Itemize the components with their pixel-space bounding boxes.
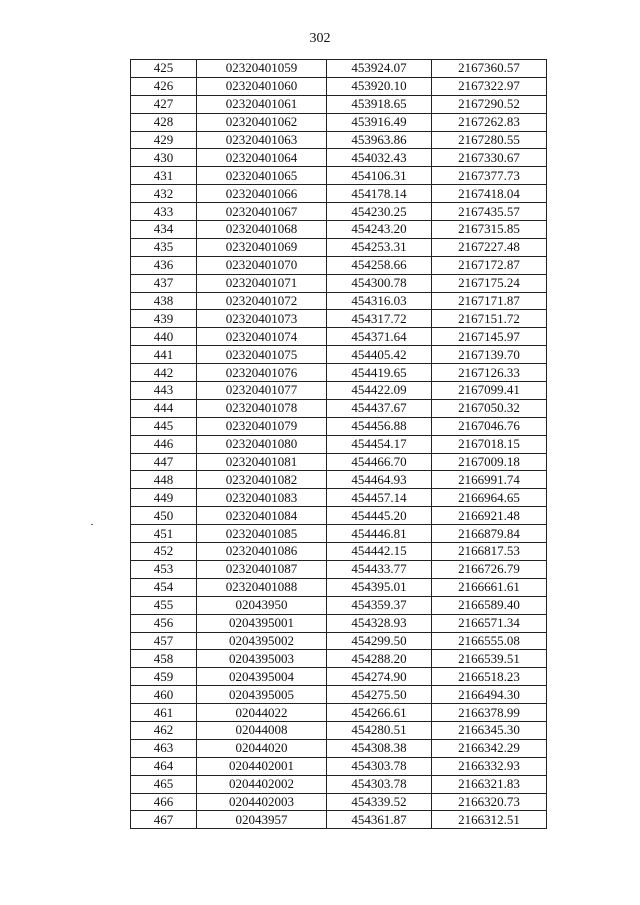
point-number-cell: 463 [131, 739, 197, 757]
y-coordinate-cell: 2167280.55 [432, 131, 547, 149]
x-coordinate-cell: 453963.86 [327, 131, 432, 149]
y-coordinate-cell: 2167262.83 [432, 113, 547, 131]
point-code-cell: 02320401060 [197, 77, 327, 95]
table-row [131, 60, 547, 78]
table-row [131, 793, 547, 811]
table-row [131, 203, 547, 221]
point-code-cell: 02320401082 [197, 471, 327, 489]
y-coordinate-cell: 2166320.73 [432, 793, 547, 811]
point-number-cell: 448 [131, 471, 197, 489]
point-code-cell: 02320401067 [197, 203, 327, 221]
x-coordinate-cell: 454371.64 [327, 328, 432, 346]
page-number: 302 [309, 31, 331, 46]
y-coordinate-cell: 2166539.51 [432, 650, 547, 668]
point-number-cell: 456 [131, 614, 197, 632]
point-code-cell: 02320401079 [197, 417, 327, 435]
x-coordinate-cell: 454308.38 [327, 739, 432, 757]
y-coordinate-cell: 2167172.87 [432, 256, 547, 274]
table-row [131, 757, 547, 775]
table-row [131, 435, 547, 453]
x-coordinate-cell: 454446.81 [327, 525, 432, 543]
y-coordinate-cell: 2166661.61 [432, 578, 547, 596]
table-row [131, 507, 547, 525]
table-row [131, 399, 547, 417]
point-code-cell: 02320401065 [197, 167, 327, 185]
x-coordinate-cell: 454303.78 [327, 775, 432, 793]
y-coordinate-cell: 2166378.99 [432, 704, 547, 722]
x-coordinate-cell: 454419.65 [327, 364, 432, 382]
y-coordinate-cell: 2166991.74 [432, 471, 547, 489]
point-code-cell: 02320401084 [197, 507, 327, 525]
y-coordinate-cell: 2166555.08 [432, 632, 547, 650]
x-coordinate-cell: 454466.70 [327, 453, 432, 471]
point-number-cell: 436 [131, 256, 197, 274]
point-code-cell: 02320401085 [197, 525, 327, 543]
point-number-cell: 425 [131, 60, 197, 78]
table-row [131, 811, 547, 829]
x-coordinate-cell: 454300.78 [327, 274, 432, 292]
point-number-cell: 467 [131, 811, 197, 829]
x-coordinate-cell: 453918.65 [327, 95, 432, 113]
table-row [131, 417, 547, 435]
table-row [131, 131, 547, 149]
point-number-cell: 447 [131, 453, 197, 471]
y-coordinate-cell: 2167139.70 [432, 346, 547, 364]
x-coordinate-cell: 454106.31 [327, 167, 432, 185]
point-code-cell: 0204402003 [197, 793, 327, 811]
table-row [131, 775, 547, 793]
point-number-cell: 429 [131, 131, 197, 149]
point-code-cell: 02044020 [197, 739, 327, 757]
point-code-cell: 02320401087 [197, 560, 327, 578]
point-code-cell: 02320401063 [197, 131, 327, 149]
table-row [131, 328, 547, 346]
point-code-cell: 0204402002 [197, 775, 327, 793]
coordinates-table-body [131, 60, 547, 829]
y-coordinate-cell: 2167322.97 [432, 77, 547, 95]
table-row [131, 650, 547, 668]
point-number-cell: 458 [131, 650, 197, 668]
point-code-cell: 02320401088 [197, 578, 327, 596]
point-code-cell: 02044008 [197, 721, 327, 739]
point-number-cell: 432 [131, 185, 197, 203]
table-row [131, 95, 547, 113]
y-coordinate-cell: 2166964.65 [432, 489, 547, 507]
table-row [131, 167, 547, 185]
point-code-cell: 02320401072 [197, 292, 327, 310]
x-coordinate-cell: 454243.20 [327, 221, 432, 239]
y-coordinate-cell: 2167315.85 [432, 221, 547, 239]
table-row [131, 238, 547, 256]
x-coordinate-cell: 454317.72 [327, 310, 432, 328]
point-number-cell: 453 [131, 560, 197, 578]
x-coordinate-cell: 454437.67 [327, 399, 432, 417]
x-coordinate-cell: 454395.01 [327, 578, 432, 596]
table-row [131, 346, 547, 364]
x-coordinate-cell: 454299.50 [327, 632, 432, 650]
y-coordinate-cell: 2167046.76 [432, 417, 547, 435]
table-row [131, 560, 547, 578]
y-coordinate-cell: 2166817.53 [432, 543, 547, 561]
y-coordinate-cell: 2167435.57 [432, 203, 547, 221]
x-coordinate-cell: 454433.77 [327, 560, 432, 578]
point-number-cell: 431 [131, 167, 197, 185]
table-row [131, 686, 547, 704]
x-coordinate-cell: 454359.37 [327, 596, 432, 614]
y-coordinate-cell: 2166345.30 [432, 721, 547, 739]
point-number-cell: 442 [131, 364, 197, 382]
x-coordinate-cell: 454445.20 [327, 507, 432, 525]
point-number-cell: 444 [131, 399, 197, 417]
point-code-cell: 02043957 [197, 811, 327, 829]
y-coordinate-cell: 2167145.97 [432, 328, 547, 346]
x-coordinate-cell: 454258.66 [327, 256, 432, 274]
point-number-cell: 437 [131, 274, 197, 292]
table-row [131, 578, 547, 596]
point-number-cell: 445 [131, 417, 197, 435]
point-number-cell: 446 [131, 435, 197, 453]
point-number-cell: 438 [131, 292, 197, 310]
point-code-cell: 02320401066 [197, 185, 327, 203]
point-code-cell: 02320401083 [197, 489, 327, 507]
point-number-cell: 443 [131, 382, 197, 400]
table-row [131, 471, 547, 489]
point-code-cell: 02320401062 [197, 113, 327, 131]
y-coordinate-cell: 2166321.83 [432, 775, 547, 793]
y-coordinate-cell: 2167126.33 [432, 364, 547, 382]
y-coordinate-cell: 2167171.87 [432, 292, 547, 310]
point-number-cell: 460 [131, 686, 197, 704]
table-row [131, 364, 547, 382]
point-code-cell: 02320401068 [197, 221, 327, 239]
y-coordinate-cell: 2167227.48 [432, 238, 547, 256]
point-code-cell: 0204395002 [197, 632, 327, 650]
point-code-cell: 02320401080 [197, 435, 327, 453]
table-row [131, 489, 547, 507]
table-row [131, 721, 547, 739]
point-code-cell: 02320401059 [197, 60, 327, 78]
table-row [131, 310, 547, 328]
table-row [131, 525, 547, 543]
point-number-cell: 441 [131, 346, 197, 364]
x-coordinate-cell: 454316.03 [327, 292, 432, 310]
x-coordinate-cell: 454405.42 [327, 346, 432, 364]
point-number-cell: 440 [131, 328, 197, 346]
x-coordinate-cell: 454253.31 [327, 238, 432, 256]
coordinates-table [130, 59, 547, 829]
x-coordinate-cell: 454339.52 [327, 793, 432, 811]
point-number-cell: 439 [131, 310, 197, 328]
point-number-cell: 427 [131, 95, 197, 113]
y-coordinate-cell: 2166312.51 [432, 811, 547, 829]
y-coordinate-cell: 2166726.79 [432, 560, 547, 578]
point-number-cell: 452 [131, 543, 197, 561]
point-code-cell: 02320401081 [197, 453, 327, 471]
point-code-cell: 02320401061 [197, 95, 327, 113]
x-coordinate-cell: 454275.50 [327, 686, 432, 704]
x-coordinate-cell: 454032.43 [327, 149, 432, 167]
y-coordinate-cell: 2166342.29 [432, 739, 547, 757]
y-coordinate-cell: 2167009.18 [432, 453, 547, 471]
y-coordinate-cell: 2166518.23 [432, 668, 547, 686]
point-number-cell: 462 [131, 721, 197, 739]
point-code-cell: 02320401070 [197, 256, 327, 274]
y-coordinate-cell: 2167018.15 [432, 435, 547, 453]
x-coordinate-cell: 454464.93 [327, 471, 432, 489]
table-row [131, 596, 547, 614]
point-code-cell: 02320401069 [197, 238, 327, 256]
point-code-cell: 02320401086 [197, 543, 327, 561]
point-code-cell: 02320401077 [197, 382, 327, 400]
point-number-cell: 451 [131, 525, 197, 543]
y-coordinate-cell: 2166494.30 [432, 686, 547, 704]
point-code-cell: 02320401074 [197, 328, 327, 346]
table-row [131, 704, 547, 722]
x-coordinate-cell: 454442.15 [327, 543, 432, 561]
y-coordinate-cell: 2167377.73 [432, 167, 547, 185]
x-coordinate-cell: 454230.25 [327, 203, 432, 221]
x-coordinate-cell: 454456.88 [327, 417, 432, 435]
x-coordinate-cell: 454178.14 [327, 185, 432, 203]
point-number-cell: 426 [131, 77, 197, 95]
table-row [131, 221, 547, 239]
y-coordinate-cell: 2166571.34 [432, 614, 547, 632]
x-coordinate-cell: 454361.87 [327, 811, 432, 829]
point-code-cell: 02044022 [197, 704, 327, 722]
table-row [131, 614, 547, 632]
x-coordinate-cell: 453920.10 [327, 77, 432, 95]
point-number-cell: 454 [131, 578, 197, 596]
point-number-cell: 430 [131, 149, 197, 167]
x-coordinate-cell: 454457.14 [327, 489, 432, 507]
point-code-cell: 02320401071 [197, 274, 327, 292]
point-code-cell: 02043950 [197, 596, 327, 614]
point-code-cell: 02320401073 [197, 310, 327, 328]
point-number-cell: 433 [131, 203, 197, 221]
point-number-cell: 461 [131, 704, 197, 722]
x-coordinate-cell: 454266.61 [327, 704, 432, 722]
point-number-cell: 459 [131, 668, 197, 686]
x-coordinate-cell: 453916.49 [327, 113, 432, 131]
point-code-cell: 02320401064 [197, 149, 327, 167]
point-code-cell: 0204395004 [197, 668, 327, 686]
point-number-cell: 449 [131, 489, 197, 507]
y-coordinate-cell: 2167099.41 [432, 382, 547, 400]
table-row [131, 543, 547, 561]
y-coordinate-cell: 2167330.67 [432, 149, 547, 167]
x-coordinate-cell: 454422.09 [327, 382, 432, 400]
point-number-cell: 428 [131, 113, 197, 131]
point-code-cell: 02320401078 [197, 399, 327, 417]
x-coordinate-cell: 454288.20 [327, 650, 432, 668]
point-number-cell: 435 [131, 238, 197, 256]
table-row [131, 113, 547, 131]
table-row [131, 292, 547, 310]
table-row [131, 185, 547, 203]
table-row [131, 739, 547, 757]
table-row [131, 77, 547, 95]
y-coordinate-cell: 2167151.72 [432, 310, 547, 328]
table-row [131, 149, 547, 167]
point-number-cell: 466 [131, 793, 197, 811]
point-code-cell: 0204395001 [197, 614, 327, 632]
x-coordinate-cell: 454303.78 [327, 757, 432, 775]
table-row [131, 274, 547, 292]
y-coordinate-cell: 2167360.57 [432, 60, 547, 78]
point-number-cell: 457 [131, 632, 197, 650]
y-coordinate-cell: 2167290.52 [432, 95, 547, 113]
point-code-cell: 0204402001 [197, 757, 327, 775]
table-row [131, 382, 547, 400]
margin-dot [91, 524, 93, 525]
point-number-cell: 450 [131, 507, 197, 525]
point-code-cell: 02320401075 [197, 346, 327, 364]
x-coordinate-cell: 453924.07 [327, 60, 432, 78]
point-number-cell: 455 [131, 596, 197, 614]
point-code-cell: 02320401076 [197, 364, 327, 382]
point-number-cell: 434 [131, 221, 197, 239]
y-coordinate-cell: 2166589.40 [432, 596, 547, 614]
table-row [131, 632, 547, 650]
y-coordinate-cell: 2167175.24 [432, 274, 547, 292]
table-row [131, 256, 547, 274]
y-coordinate-cell: 2166921.48 [432, 507, 547, 525]
y-coordinate-cell: 2167418.04 [432, 185, 547, 203]
point-code-cell: 0204395005 [197, 686, 327, 704]
y-coordinate-cell: 2166879.84 [432, 525, 547, 543]
point-number-cell: 465 [131, 775, 197, 793]
x-coordinate-cell: 454454.17 [327, 435, 432, 453]
table-row [131, 453, 547, 471]
point-number-cell: 464 [131, 757, 197, 775]
point-code-cell: 0204395003 [197, 650, 327, 668]
x-coordinate-cell: 454280.51 [327, 721, 432, 739]
x-coordinate-cell: 454328.93 [327, 614, 432, 632]
table-row [131, 668, 547, 686]
x-coordinate-cell: 454274.90 [327, 668, 432, 686]
y-coordinate-cell: 2166332.93 [432, 757, 547, 775]
y-coordinate-cell: 2167050.32 [432, 399, 547, 417]
